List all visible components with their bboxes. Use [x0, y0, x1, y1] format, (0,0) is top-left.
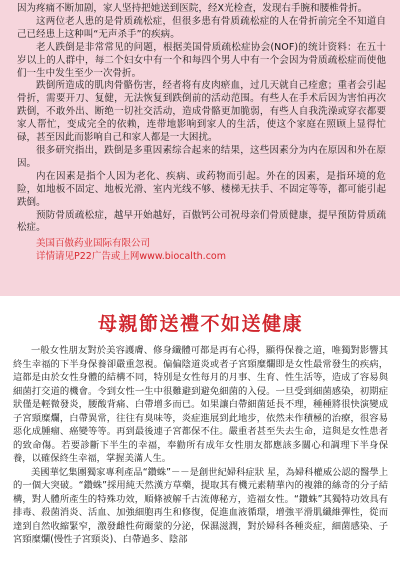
- article-paragraph: 很多研究指出，跌倒是多重因素综合起来的结果，这些因素分为内在原因和外在原因。: [17, 144, 386, 169]
- article-paragraph: 因为疼痛不断加剧，家人坚持把她送到医院，经X光检查，发现右手腕和腰椎骨折。: [17, 3, 368, 14]
- article-paragraph: 这两位老人患的是骨质疏松症，但很多患有骨质疏松症的人在骨折前完全不知道自己已经患上这种叫“无声杀手”的疾病。: [17, 15, 386, 40]
- article-paragraph: 老人跌倒是非常常见的问题，根据美国骨质疏松症协会(NOF)的统计资料：在五十岁以上的人群中，每二个妇女中有一个和每四个男人中有一个会因为骨质疏松症而使他们一生中发生至少一次骨折。: [17, 41, 386, 79]
- article-title: 母親節送禮不如送健康: [97, 313, 303, 335]
- article-paragraph: 预防骨质疏松症，越早开始越好，百傲钙公司祝母亲们骨质健康，提早预防骨质疏松症。: [17, 209, 386, 234]
- advertiser-company-name: 美国百傲药业国际有限公司: [36, 238, 151, 250]
- mothers-day-article: [0, 300, 400, 569]
- advertiser-contact-link[interactable]: 详情请见P22广告或上网www.biocalth.com: [36, 251, 226, 263]
- advertiser-block: [17, 237, 386, 263]
- article-paragraph: 美國華忆集團獨家專利產品“鑽蛛”－－是創世紀婦科症狀 星，為婦科權威公認的醫學上的一個大突破。“鑽蛛”採用純天然漢方草藥，提取其有機元素精華內的複雜的絲奇的分子結構，對人體所產生的特殊功效，順條被解千古流傳秘方，造福女性。“鑽蛛”其獨特功效具有排毒、殺菌消炎、活血、加強細胞再生和修復，促進血液循環，增強平滑肌纖維彈性，從而達到自然收縮緊窄，激發雌性荷爾蒙的分泌，保濕滋潤，對於婦科各種炎症，細菌感染、子宮頸糜爛(慢性子宮頸炎)、白帶過多、陰部: [13, 466, 388, 545]
- article-paragraph: 跌倒所造成的肌肉骨骼伤害，经者将有皮肉瘀血，过几天就自己痊愈；重者会引起骨折，需要开刀、复健，无法恢复到跌倒前的活动范围。有些人在手术后因为害怕再次跌倒，不敢外出、断绝一切社交活动，造成骨骼更加脆弱，有些人自我洗澡或穿衣都要家人帮忙，变成完全的依赖，连带地影响到家人的生活，使这个家庭在照顾上显得忙碌，甚至因此而影响自己和家人都是一大困扰。: [17, 80, 386, 144]
- article-paragraph: 内在因素是指个人因为老化、疾病、或药物而引起。外在的因素，是指环境的危险，如地板不固定、地板光滑、室内光线不够、楼梯无扶手、不固定等等，都可能引起跌倒。: [17, 170, 386, 208]
- article-paragraph: 一般女性朋友對於美容護膚、修身纖體可都是再有心得，顯得保養之道，唯獨對影響其終生幸福的下半身保養卻嚴重忽視。偏偏陰道炎或者子宮頸糜爛即是女性最常發生的疾病，這都是由於女性身體的結構不同，特別是女性每月的月事、生育、性生活等，造成了容易與細菌打交道的機會。令到女性一生中很難避到避免細菌的入侵。一旦受到細菌感染，初期症狀僅是輕微發炎，腰酸背痛、白帶增多而已。如果讓白帶細菌延長不理，種種將很快演變成子宮頸糜爛，白帶異常，往往有臭味等，炎症進展到此地步，依然未作積極的治療，很容易惡化成腫瘤、癌變等等。再到最後連子宮都保不住。嚴重者甚至失去生命，這與是女性患者的致命傷。若要診斷下半生的幸福，奉勸所有成年女性朋友都應該多關心和調理下半身保養，以確保終生幸福，掌握美滿人生。: [13, 345, 388, 464]
